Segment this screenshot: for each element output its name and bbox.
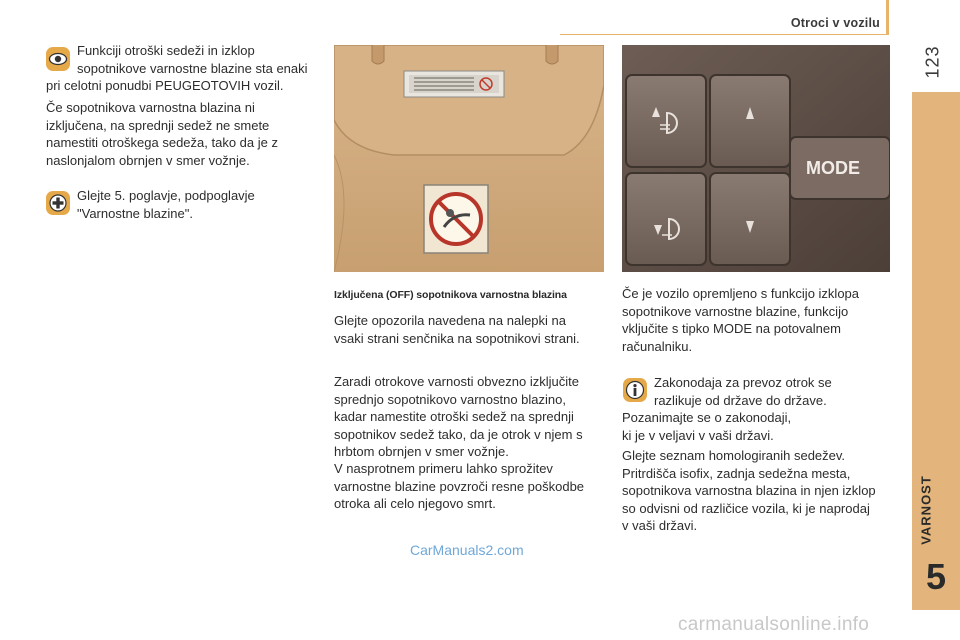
page-number-text: 123 — [922, 45, 943, 79]
info-icon — [623, 378, 647, 402]
right-paragraph-line: Če je vozilo opremljeno s funkcijo izklopa — [622, 286, 860, 301]
right-paragraph-2 — [622, 409, 897, 444]
watermark-carmanuals[interactable]: CarManuals2.com — [410, 542, 524, 558]
plus-note-line: Glejte 5. poglavje, podpoglavje — [77, 188, 255, 203]
middle-paragraph-line: hrbtom obrnjen v smer vožnje. — [334, 444, 509, 459]
middle-paragraph-3 — [334, 460, 604, 513]
plus-icon — [46, 191, 70, 215]
header-tick — [886, 0, 889, 35]
eye-note — [77, 42, 317, 77]
middle-paragraph-line: sprednjo sopotnikovo varnostno blazino, — [334, 391, 566, 407]
middle-paragraph-line: varnostne blazine povzroči resne poškodbe — [334, 478, 585, 494]
right-paragraph-line: Glejte seznam homologiranih sedežev. — [622, 448, 846, 463]
right-paragraph-line: so odvisni od različice vozila, ki je naprodaj — [622, 500, 870, 516]
right-paragraph-line: v vaši državi. — [622, 518, 698, 533]
info-note — [654, 374, 894, 409]
left-paragraph — [46, 99, 321, 169]
watermark-carmanualsonline[interactable]: carmanualsonline.info — [678, 614, 870, 635]
right-paragraph-line: sopotnikove varnostne blazine, funkcijo — [622, 303, 849, 319]
eye-note-line: Funkciji otroški sedeži in izklop — [77, 43, 255, 58]
right-paragraph-line: sopotnikova varnostna blazina in njen izklop — [622, 483, 876, 498]
middle-paragraph-line: V nasprotnem primeru lahko sprožitev — [334, 461, 553, 476]
chapter-number: 5 — [925, 556, 947, 597]
left-paragraph-line: naslonjalom obrnjen v smer vožnje. — [46, 152, 250, 168]
eye-note-line: sopotnikove varnostne blazine sta enaki — [77, 60, 308, 76]
sun-visor-photo — [334, 45, 604, 272]
mode-button-label: MODE — [806, 158, 860, 178]
right-paragraph-line: ki je v veljavi v vaši državi. — [622, 427, 774, 443]
right-paragraph-line: računalniku. — [622, 338, 693, 354]
info-note-line: Zakonodaja za prevoz otrok se — [654, 375, 832, 390]
right-paragraph-line: Pozanimajte se o zakonodaji, — [622, 410, 792, 425]
middle-paragraph-line: sopotnikov sedež tako, da je otrok v njem s — [334, 426, 583, 442]
middle-paragraph-line: Zaradi otrokove varnosti obvezno izključite — [334, 374, 579, 389]
eye-note-line: pri celotni ponudbi PEUGEOTOVIH vozil. — [46, 78, 284, 93]
plus-note — [77, 187, 317, 222]
left-paragraph-line: namestiti otroškega sedeža, tako da je z — [46, 135, 278, 150]
middle-paragraph-line: otroka ali celo njegovo smrt. — [334, 496, 496, 511]
page-number — [918, 42, 948, 82]
right-paragraph-line: Pritrdišča isofix, zadnja sedežna mesta, — [622, 465, 851, 481]
eye-note-continued — [46, 77, 321, 95]
info-note-line: razlikuje od države do države. — [654, 392, 827, 408]
left-paragraph-line: Če sopotnikova varnostna blazina ni — [46, 100, 255, 115]
middle-paragraph-line: vsaki strani senčnika na sopotnikovi strani. — [334, 330, 580, 346]
right-paragraph-1 — [622, 285, 897, 355]
eye-icon — [46, 47, 70, 71]
image-caption: Izključena (OFF) sopotnikova varnostna blazina — [334, 289, 567, 301]
plus-note-line: "Varnostne blazine". — [77, 205, 193, 221]
middle-paragraph-2 — [334, 373, 604, 461]
right-paragraph-line: vključite s tipko MODE na potovalnem — [622, 321, 841, 336]
header-title: Otroci v vozilu — [790, 16, 880, 30]
middle-paragraph-line: Glejte opozorila navedena na nalepki na — [334, 313, 567, 328]
middle-paragraph-1 — [334, 312, 604, 347]
middle-paragraph-line: kadar namestite otroški sedež na sprednji — [334, 409, 574, 424]
section-label — [906, 470, 946, 550]
section-label-text: VARNOST — [918, 475, 934, 545]
left-paragraph-line: izključena, na sprednji sedež ne smete — [46, 117, 270, 133]
right-paragraph-3 — [622, 447, 897, 535]
control-panel-photo — [622, 45, 890, 272]
header-rule — [560, 34, 888, 35]
